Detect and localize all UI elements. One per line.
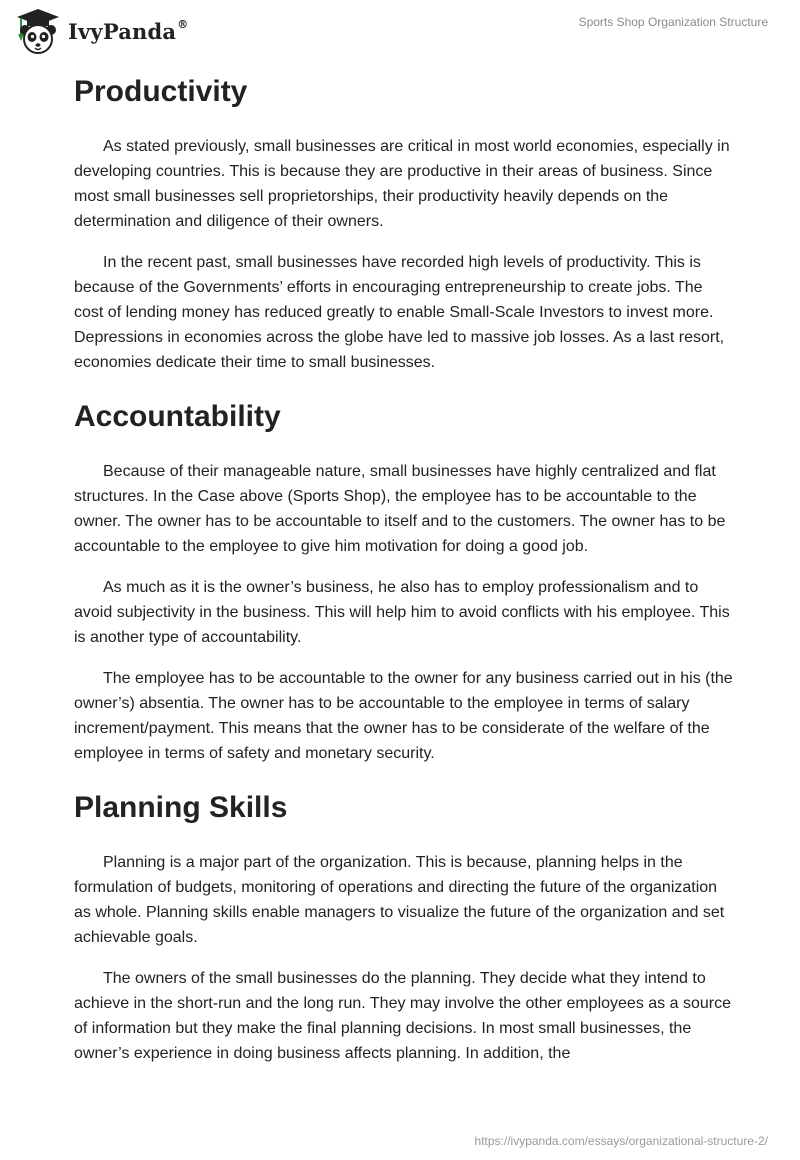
- panda-graduate-icon: [14, 8, 62, 56]
- registered-mark: ®: [177, 17, 189, 31]
- section-heading: Accountability: [74, 400, 281, 433]
- section-accountability: [74, 391, 734, 766]
- paragraph: In the recent past, small businesses have recorded high levels of productivity. This is because of the Governments’ efforts in encouraging entrepreneurship to create jobs. The cost of lending money has reduced greatly to enable Small-Scale Investors to invest more. Depressions in economies across the globe have led to massive job losses. As a last resort, economies dedicate their time to small businesses.: [74, 254, 725, 371]
- paragraph: Because of their manageable nature, small businesses have highly centralized and flat structures. In the Case above (Sports Shop), the employee has to be accountable to the owner. The owner has to be accountable to itself and to the customers. The owner has to be accountable to the employee to give him motivation for doing a good job.: [74, 463, 726, 555]
- section-productivity: [74, 66, 734, 375]
- footer-url[interactable]: https://ivypanda.com/essays/organizational-structure-2/: [474, 1134, 768, 1148]
- section-planning-skills: [74, 782, 734, 1066]
- paragraph: As stated previously, small businesses are critical in most world economies, especially in developing countries. This is because they are productive in their areas of business. Since most small businesses sell proprietorships, their productivity heavily depends on the determination and diligence of their owners.: [74, 138, 730, 230]
- paragraph: The owners of the small businesses do the planning. They decide what they intend to achieve in the short-run and the long run. They may involve the other employees as a source of information but they make the final planning decisions. In most small businesses, the owner’s experience in doing business affects planning. In addition, the: [74, 970, 731, 1062]
- section-heading: Planning Skills: [74, 791, 288, 824]
- logo[interactable]: [14, 8, 188, 56]
- section-heading: Productivity: [74, 75, 248, 108]
- paragraph: Planning is a major part of the organization. This is because, planning helps in the formulation of budgets, monitoring of operations and directing the future of the organization as whole. Planning skills enable managers to visualize the future of the organization and set achievable goals.: [74, 854, 725, 946]
- paragraph: The employee has to be accountable to the owner for any business carried out in his (the owner’s) absentia. The owner has to be accountable to the employee in terms of salary increment/payment. This means that the owner has to be considerate of the welfare of the employee in terms of safety and monetary security.: [74, 670, 733, 762]
- paragraph: As much as it is the owner’s business, he also has to employ professionalism and to avoid subjectivity in the business. This will help him to avoid conflicts with his employee. This is another type of accountability.: [74, 579, 730, 646]
- page-header: [0, 0, 800, 60]
- logo-text: IvyPanda®: [68, 17, 189, 44]
- essay-content: [74, 66, 734, 1082]
- document-title: Sports Shop Organization Structure: [578, 15, 768, 29]
